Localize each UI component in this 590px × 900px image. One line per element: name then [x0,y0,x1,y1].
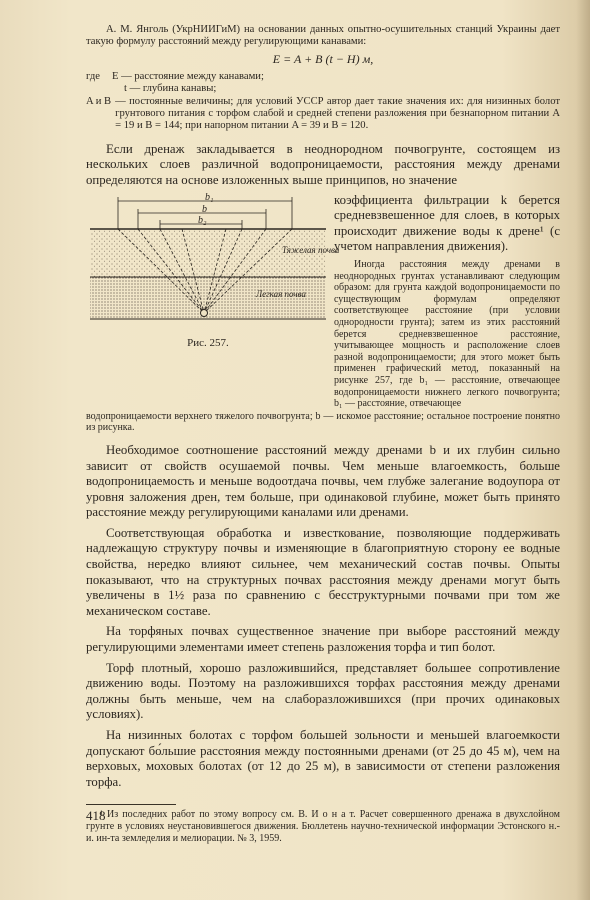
formula: E = A + B (t − H) м, [272,51,374,66]
paragraph-2: Соответствующая обработка и известкование, позволяющие поддерживать надлежащую структуру почвы и изменяющие в благоприятную сторону ее водные свойства, нередко влияют сильнее, чем механический состав почвы. Опыты показывают, что на структурных почвах расстояния между дренами могут быть увеличены в 1½ раза по сравнению с бесструктурными почвами при том же механическом составе. [86,525,560,618]
definition-row [86,71,560,83]
definition-text: t — глубина канавы; [124,83,217,95]
label-heavy-soil: Тяжелая почва [282,244,340,255]
footnote: ¹ Из последних работ по этому вопросу см. В. И о н а т. Расчет совершенного дренажа в двухслойном грунте в условиях неустановившегося движения. Бюллетень научно-технической информации Эстонского н.-и. ин-та земледелия и мелиорации. № 3, 1959. [86,809,560,845]
definition-text: — постоянные величины; для условий УССР автор дает такие значения их: для низинных болот грунтового питания с торфом слабой и средней степени разложения при безнапорном питании A = 19 и B = 144; при напорном питании A = 39 и B = 120. [115,95,560,132]
definition-text: E — расстояние между канавами; [112,70,264,82]
intro-paragraph: А. М. Янголь (УкрНИИГиМ) на основании данных опытно-осушительных станций Украины дает такую формулу расстояний между регулирующими канавами: [86,24,560,48]
footnote-rule [86,804,176,805]
definition-row [86,96,560,133]
label-b1: b₁ [205,191,214,203]
figure-257 [86,191,340,410]
drainage-paragraph: Если дренаж закладывается в неоднородном почвогрунте, состоящем из нескольких слоев различной водопроницаемости, расстояния между дренами определяются на основе изложенных выше принципов, но значение [86,141,560,188]
definition-label: A и B [86,95,112,107]
page-number: 418 [86,808,106,823]
paragraph-5: На низинных болотах с торфом большей зольности и меньшей влагоемкости допускают бо́льшие расстояния между постоянными дренами (от 25 до 45 м), чем на верховых, моховых болотах (от 12 до 25 м), в зависимости от степени разложения торфа. [86,728,560,789]
definitions [86,71,560,133]
paragraph-3: На торфяных почвах существенное значение при выборе расстояний между регулирующими элементами имеет степень разложения торфа и тип болот. [86,624,560,655]
side-paragraph: коэффициента фильтрации k берется средневзвешенное для слоев, в которых происходит движение воды к дрене¹ (с учетом направления движения). [334,192,560,254]
figure-side-text [330,193,560,410]
label-b: b [202,203,207,215]
definition-label: где [86,70,100,82]
continued-small-text: водопроницаемости верхнего тяжелого почвогрунта; b — искомое расстояние; остальное построение понятно из рисунка. [86,410,560,434]
definition-row [86,83,560,95]
figure-block [86,193,560,410]
drainage-diagram [86,191,340,335]
label-b2: b₂ [198,214,207,226]
drain-pipe-icon [201,309,208,316]
paragraph-4: Торф плотный, хорошо разложившийся, представляет большее сопротивление движению воды. Поэтому на разложившихся торфах расстояния между дренами должны быть меньше, чем на слаборазложившихся (при прочих одинаковых условиях). [86,660,560,722]
label-light-soil: Легкая почва [256,288,306,299]
figure-caption: Рис. 257. [187,336,229,349]
definition-label [86,83,112,95]
paragraph-1: Необходимое соотношение расстояний между дренами b и их глубин сильно зависит от свойств осушаемой почвы. Чем меньше влагоемкость, больше водопроницаемость и меньше водоотдача почвы, чем глубже залегание водоупора от уровня заложения дрен, тем больше, при одинаковой глубине, может быть принято расстояние между регулирующими каналами или дренами. [86,442,560,520]
side-small-paragraph: Иногда расстояния между дренами в неоднородных грунтах устанавливают следующим образом: для грунта каждой водопроницаемости по существующим формулам определяют соответствующее расстояние (при условии однородности грунта); затем из этих расстояний берется средневзвешенное расстояние, учитывающее мощность и расположение слоев разной водопроницаемости; для этого может быть применен графический метод, показанный на рисунке 257, где b₁ — расстояние, отвечающее водопроницаемости нижнего легкого почвогрунта; b₁ — расстояние, отвечающее [334,259,560,410]
